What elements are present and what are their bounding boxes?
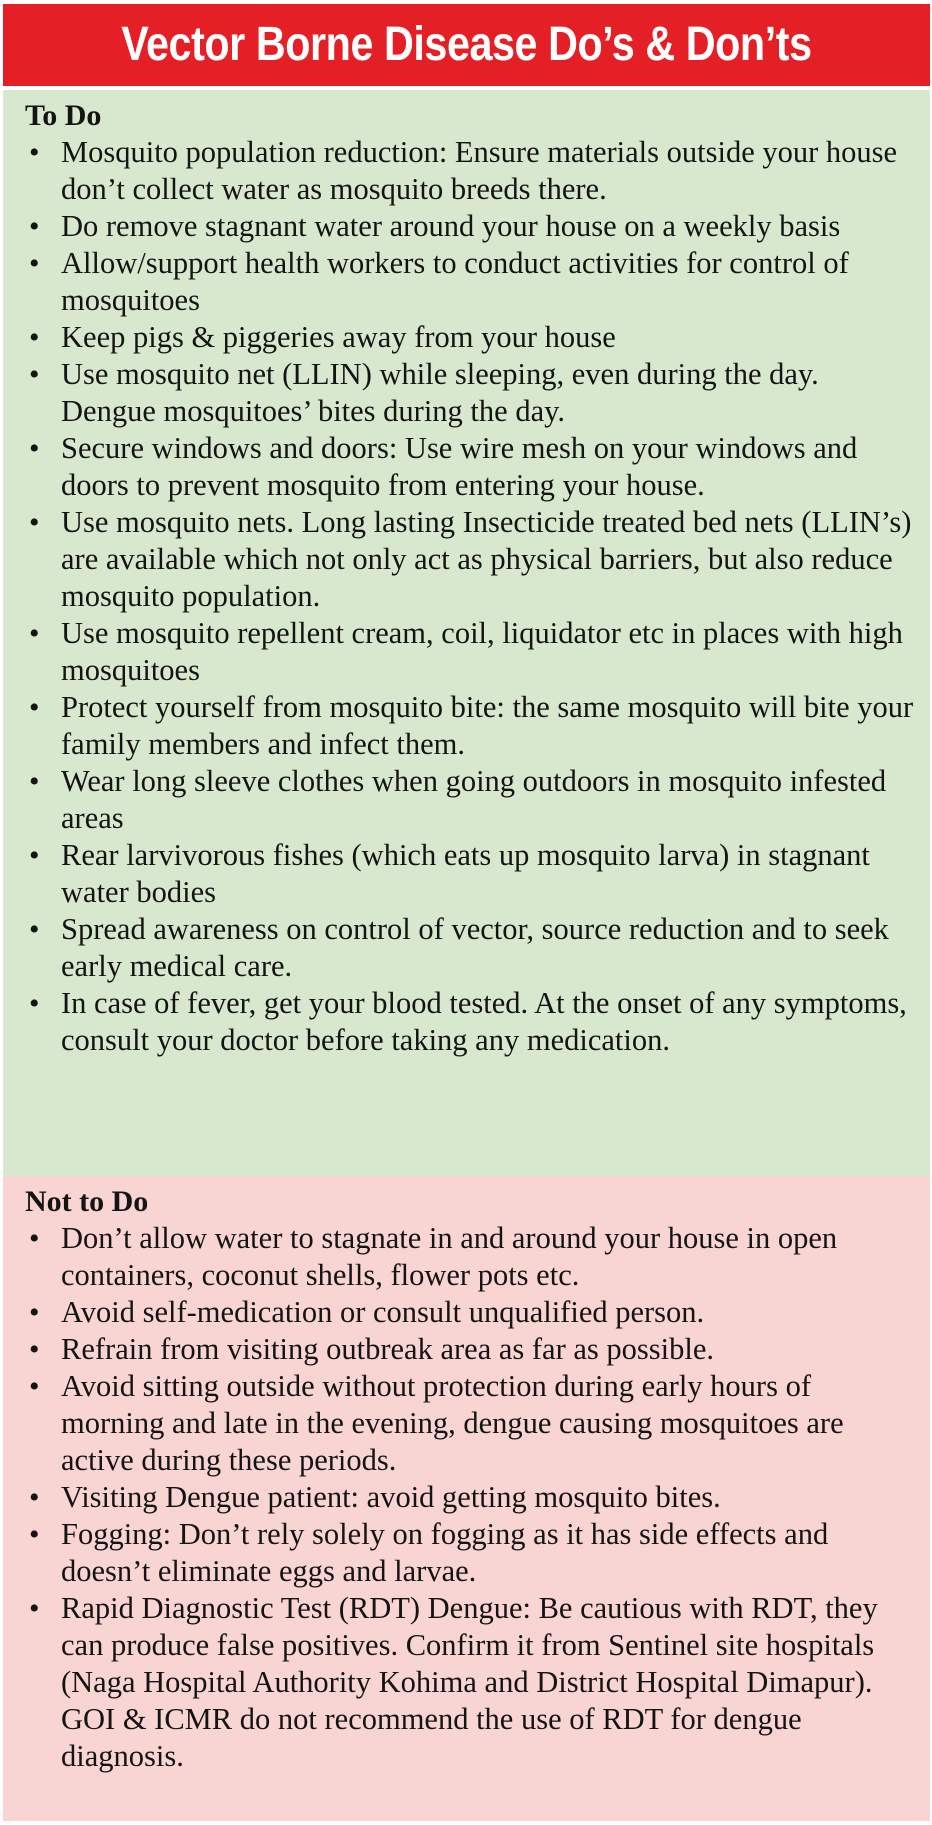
todo-item: • In case of fever, get your blood tested. At the onset of any symptoms, consult your doctor before taking any medication.	[25, 985, 916, 1059]
nottodo-item: • Fogging: Don’t rely solely on fogging as it has side effects and doesn’t eliminate eggs and larvae.	[25, 1516, 916, 1590]
nottodo-list	[25, 1220, 916, 1775]
todo-heading: To Do	[25, 99, 102, 132]
nottodo-item: • Visiting Dengue patient: avoid getting mosquito bites.	[25, 1479, 916, 1516]
todo-item: • Use mosquito nets. Long lasting Insecticide treated bed nets (LLIN’s) are available which not only act as physical barriers, but also reduce mosquito population.	[25, 504, 916, 615]
todo-item: • Secure windows and doors: Use wire mesh on your windows and doors to prevent mosquito from entering your house.	[25, 430, 916, 504]
todo-item: • Use mosquito repellent cream, coil, liquidator etc in places with high mosquitoes	[25, 615, 916, 689]
todo-item: • Mosquito population reduction: Ensure materials outside your house don’t collect water as mosquito breeds there.	[25, 134, 916, 208]
todo-item: • Rear larvivorous fishes (which eats up mosquito larva) in stagnant water bodies	[25, 837, 916, 911]
nottodo-item: • Avoid sitting outside without protection during early hours of morning and late in the evening, dengue causing mosquitoes are active during these periods.	[25, 1368, 916, 1479]
todo-item: • Protect yourself from mosquito bite: the same mosquito will bite your family members and infect them.	[25, 689, 916, 763]
nottodo-heading: Not to Do	[25, 1185, 149, 1218]
page-title: Vector Borne Disease Do’s & Don’ts	[121, 18, 812, 71]
todo-section	[3, 90, 930, 1176]
nottodo-item: • Rapid Diagnostic Test (RDT) Dengue: Be cautious with RDT, they can produce false positives. Confirm it from Sentinel site hospitals (Naga Hospital Authority Kohima and District Hospital Dimapur). GOI & ICMR do not recommend the use of RDT for dengue diagnosis.	[25, 1590, 916, 1775]
title-banner	[3, 4, 930, 86]
todo-list	[25, 134, 916, 1059]
todo-item: • Allow/support health workers to conduct activities for control of mosquitoes	[25, 245, 916, 319]
nottodo-item: • Avoid self-medication or consult unqualified person.	[25, 1294, 916, 1331]
nottodo-section	[3, 1176, 930, 1821]
todo-item: • Spread awareness on control of vector, source reduction and to seek early medical care.	[25, 911, 916, 985]
todo-item: • Keep pigs & piggeries away from your house	[25, 319, 916, 356]
todo-item: • Do remove stagnant water around your house on a weekly basis	[25, 208, 916, 245]
todo-item: • Wear long sleeve clothes when going outdoors in mosquito infested areas	[25, 763, 916, 837]
nottodo-item: • Don’t allow water to stagnate in and around your house in open containers, coconut shells, flower pots etc.	[25, 1220, 916, 1294]
nottodo-item: • Refrain from visiting outbreak area as far as possible.	[25, 1331, 916, 1368]
todo-item: • Use mosquito net (LLIN) while sleeping, even during the day. Dengue mosquitoes’ bites during the day.	[25, 356, 916, 430]
